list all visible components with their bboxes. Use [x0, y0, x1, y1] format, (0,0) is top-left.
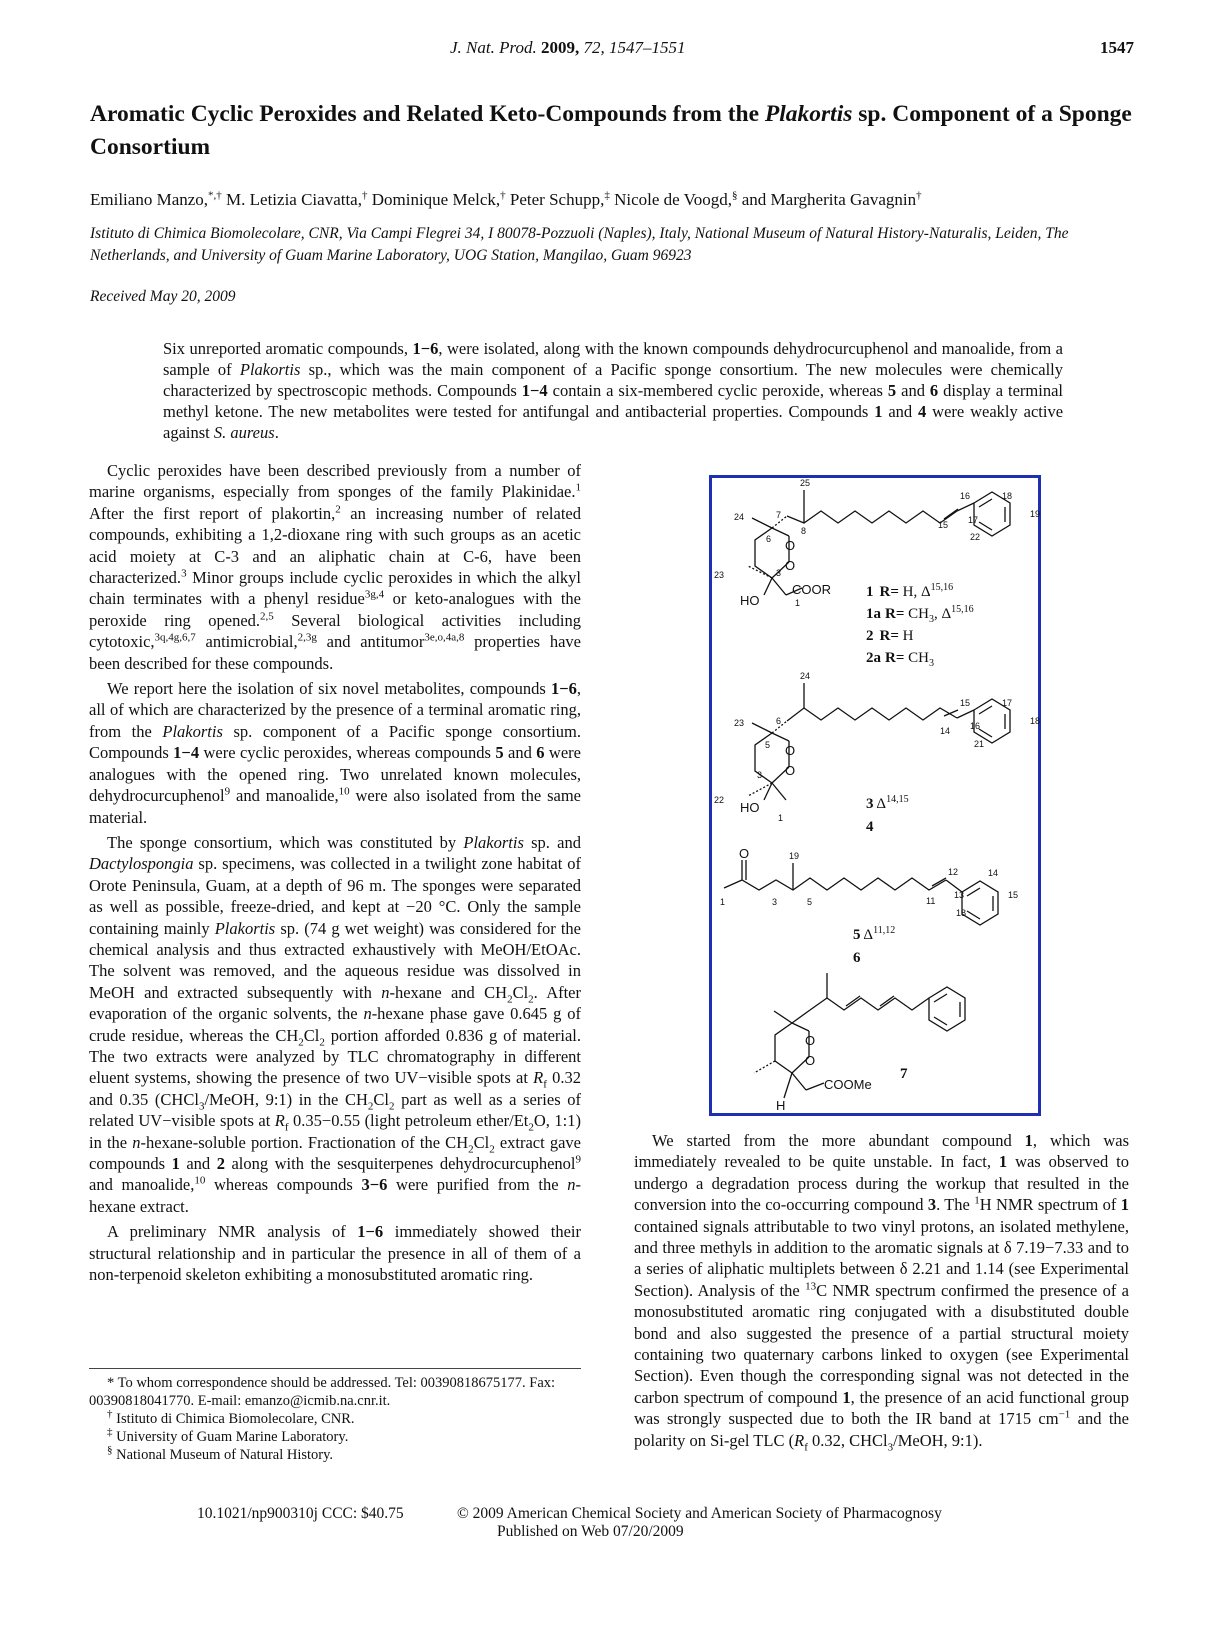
s5-label-11: 11	[926, 896, 936, 906]
footnote-affil-museum: § National Museum of Natural History.	[107, 1444, 334, 1463]
s1-coor: COOR	[792, 582, 831, 597]
s5-label-13: 13	[954, 890, 965, 900]
s1-label-1: 1	[795, 598, 801, 608]
s3-label-1: 1	[778, 813, 784, 823]
s5-ketone-oxygen: O	[739, 846, 750, 861]
s5-label-12: 12	[948, 867, 959, 877]
s3-label-6: 6	[776, 716, 782, 726]
s1-label-7: 7	[776, 510, 782, 520]
left-column	[89, 460, 581, 1289]
s3-label-21: 21	[974, 739, 985, 749]
s1-hydroxyl: HO	[740, 593, 760, 608]
s5-label-19: 19	[789, 851, 800, 861]
paragraph-compound-1: We started from the more abundant compound 1, which was immediately revealed to be quite unstable. In fact, 1 was observed to undergo a degradation process during the workup that resulted in the conversion into the co-occurring compound 3. The $^1$H NMR spectrum of 1 contained signals attributable to two vinyl protons, an isolated methylene, and three methyls in addition to the aromatic signals at δ 7.19−7.33 and to a series of aliphatic multiplets between δ 2.21 and 1.14 (see Experimental Section). Analysis of the $^{13}$C NMR spectrum confirmed the presence of a monosubstituted aromatic ring conjugated with a disubstituted double bond and also suggested the presence of a partial structural moiety containing two quaternary carbons linked to oxygen (see Experimental Section). Even though the corresponding signal was not detected in the carbon spectrum of compound 1, the presence of an acid functional group was strongly suspected due to both the IR band at 1715 $cm^{-1}$ and the polarity on Si-gel TLC ($R_f$ 0.32, CHCl$_3$/MeOH, 9:1).	[634, 1131, 1130, 1453]
caption-compound-7: 7	[900, 1066, 908, 1082]
s1-label-24: 24	[734, 512, 745, 522]
paragraph-nmr: A preliminary NMR analysis of 1−6 immediately showed their structural relationship and in particular the presence in all of them of a non-terpenoid skeleton exhibiting a monosubstituted aromatic ring.	[89, 1222, 581, 1285]
s1-label-22: 22	[970, 532, 981, 542]
s7-oxygen-2: O	[805, 1053, 816, 1068]
right-column	[634, 1130, 1129, 1455]
s5-label-14: 14	[988, 868, 999, 878]
s3-label-23: 23	[734, 718, 745, 728]
footnote-divider	[89, 1368, 581, 1369]
caption-compound-2a: 2a $R= CH_3$	[866, 650, 934, 669]
s3-oxygen-1: O	[785, 743, 796, 758]
s7-methyl-ester: COOMe	[824, 1077, 872, 1092]
caption-compound-5: 5 Δ$^{11,12}$	[853, 925, 896, 943]
s3-label-15: 15	[960, 698, 971, 708]
page-number: 1547	[1100, 38, 1134, 57]
s7-oxygen-1: O	[805, 1033, 816, 1048]
caption-compound-2: 2 R= H	[866, 628, 914, 644]
s1-label-19: 19	[1030, 509, 1041, 519]
publication-date: Published on Web 07/20/2009	[497, 1523, 684, 1540]
affiliation: Istituto di Chimica Biomolecolare, CNR, Via Campi Flegrei 34, I 80078-Pozzuoli (Naples), Italy, National Museum of Natural History-Naturalis, Leiden, The Netherlands, and University of Guam Marine Laboratory, UOG Station, Mangilao, Guam 96923	[90, 225, 1069, 264]
author-list: Emiliano Manzo,*,† M. Letizia Ciavatta,† Dominique Melck,† Peter Schupp,‡ Nicole de Voogd,§ and Margherita Gavagnin†	[90, 189, 922, 209]
copyright: © 2009 American Chemical Society and American Society of Pharmacognosy	[457, 1505, 942, 1522]
s7-hydrogen: H	[776, 1098, 786, 1113]
caption-compound-4: 4	[866, 819, 874, 835]
doi: 10.1021/np900310j CCC: $40.75	[197, 1505, 404, 1522]
caption-compound-3: 3 Δ$^{14,15}$	[866, 794, 909, 812]
s3-label-24: 24	[800, 671, 811, 681]
footnote-correspondence: * To whom correspondence should be addressed. Tel: 00390818675177. Fax: 00390818041770. E-mail: emanzo@icmib.na.cnr.it.	[89, 1375, 556, 1409]
s3-label-16: 16	[970, 721, 981, 731]
s3-label-3: 3	[757, 770, 763, 780]
s3-hydroxyl: HO	[740, 800, 760, 815]
paragraph-methods: The sponge consortium, which was constituted by Plakortis sp. and Dactylospongia sp. specimens, was collected in a twilight zone habitat of Orote Peninsula, Guam, at a depth of 96 m. The sponges were separated as well as possible, freeze-dried, and kept at −20 °C. Only the sample containing mainly Plakortis sp. (74 g wet weight) was considered for the chemical analysis and thus extracted exhaustively with MeOH/EtOAc. The solvent was removed, and the aqueous residue was dissolved in MeOH and extracted subsequently with n-hexane and $CH_2Cl_2$. After evaporation of the organic solvents, the n-hexane phase gave 0.645 g of crude residue, whereas the $CH_2Cl_2$ portion afforded 0.836 g of material. The two extracts were analyzed by TLC chromatography in different eluent systems, showing the presence of two UV−visible spots at $R_f$ 0.32 and 0.35 (CHCl$_3$/MeOH, 9:1) in the $CH_2Cl_2$ part as well as a series of related UV−visible spots at $R_f$ 0.35−0.55 (light petroleum ether/$Et_2O$, 1:1) in the n-hexane-soluble portion. Fractionation of the $CH_2Cl_2$ extract gave compounds 1 and 2 along with the sesquiterpenes dehydrocurcuphenol$^9$ and manoalide,$^{10}$ whereas compounds 3−6 were purified from the n-hexane extract.	[89, 832, 582, 1216]
running-head	[0, 38, 1228, 60]
footnote-affil-guam: ‡ University of Guam Marine Laboratory.	[107, 1426, 349, 1445]
article-title: Aromatic Cyclic Peroxides and Related Keto-Compounds from the Plakortis sp. Component of a Sponge Consortium	[90, 101, 1132, 160]
s3-label-18: 18	[1030, 716, 1041, 726]
structures-figure	[709, 475, 1041, 1116]
structure-3-bonds	[748, 683, 1013, 800]
s3-label-14: 14	[940, 726, 951, 736]
s5-label-3: 3	[772, 897, 778, 907]
s3-oxygen-2: O	[785, 763, 796, 778]
caption-compound-1: 1 R= H, Δ$^{15,16}$	[866, 582, 954, 600]
s5-label-5: 5	[807, 897, 813, 907]
s1-label-6: 6	[766, 534, 772, 544]
s1-oxygen-2: O	[785, 558, 796, 573]
s1-label-8: 8	[801, 526, 807, 536]
structures-drawing	[712, 478, 1041, 1113]
footnotes	[89, 1374, 581, 1464]
s3-label-22: 22	[714, 795, 725, 805]
s1-label-23: 23	[714, 570, 725, 580]
s1-label-3: 3	[776, 568, 782, 578]
s3-label-17: 17	[1002, 698, 1013, 708]
page-footer	[0, 1505, 1228, 1545]
s1-label-15: 15	[938, 520, 949, 530]
footnote-affil-icb: † Istituto di Chimica Biomolecolare, CNR.	[107, 1408, 355, 1427]
s3-label-5: 5	[765, 740, 771, 750]
s1-label-16: 16	[960, 491, 971, 501]
s1-label-25: 25	[800, 478, 811, 488]
s5-label-18: 18	[956, 908, 967, 918]
s1-oxygen-1: O	[785, 538, 796, 553]
caption-compound-1a: 1a $R= CH_3$, Δ$^{15,16}$	[866, 604, 974, 625]
s1-label-18: 18	[1002, 491, 1013, 501]
s1-label-17: 17	[968, 515, 979, 525]
journal-reference: J. Nat. Prod. 2009, 72, 1547–1551	[450, 38, 686, 57]
received-date: Received May 20, 2009	[90, 288, 236, 305]
s5-label-15: 15	[1008, 890, 1019, 900]
paragraph-report: We report here the isolation of six novel metabolites, compounds 1−6, all of which are characterized by the presence of a terminal aromatic ring, from the Plakortis sp. component of a Pacific sponge consortium. Compounds 1−4 were cyclic peroxides, whereas compounds 5 and 6 were analogues with the opened ring. Two unrelated known molecules, dehydrocurcuphenol$^9$ and manoalide,$^{10}$ were also isolated from the same material.	[89, 679, 582, 827]
paragraph-intro: Cyclic peroxides have been described previously from a number of marine organisms, especially from sponges of the family Plakinidae.$^1$ After the first report of plakortin,$^2$ an increasing number of related compounds, exhibiting a 1,2-dioxane ring with such groups as an acetic acid moiety at C-3 and an aliphatic chain at C-6, have been characterized.$^3$ Minor groups include cyclic peroxides in which the alkyl chain terminates with a phenyl residue$^{3g,4}$ or keto-analogues with the peroxide ring opened.$^{2,5}$ Several biological activities including cytotoxic,$^{3q,4g,6,7}$ antimicrobial,$^{2,3g}$ and antitumor$^{3e,o,4a,8}$ properties have been described for these compounds.	[89, 461, 581, 673]
caption-compound-6: 6	[853, 950, 861, 966]
s5-label-1: 1	[720, 897, 726, 907]
abstract: Six unreported aromatic compounds, 1−6, were isolated, along with the known compounds dehydrocurcuphenol and manoalide, from a sample of Plakortis sp., which was the main component of a Pacific sponge consortium. The new molecules were chemically characterized by spectroscopic methods. Compounds 1−4 contain a six-membered cyclic peroxide, whereas 5 and 6 display a terminal methyl ketone. The new metabolites were tested for antifungal and antibacterial properties. Compounds 1 and 4 were weakly active against S. aureus.	[163, 339, 1064, 442]
